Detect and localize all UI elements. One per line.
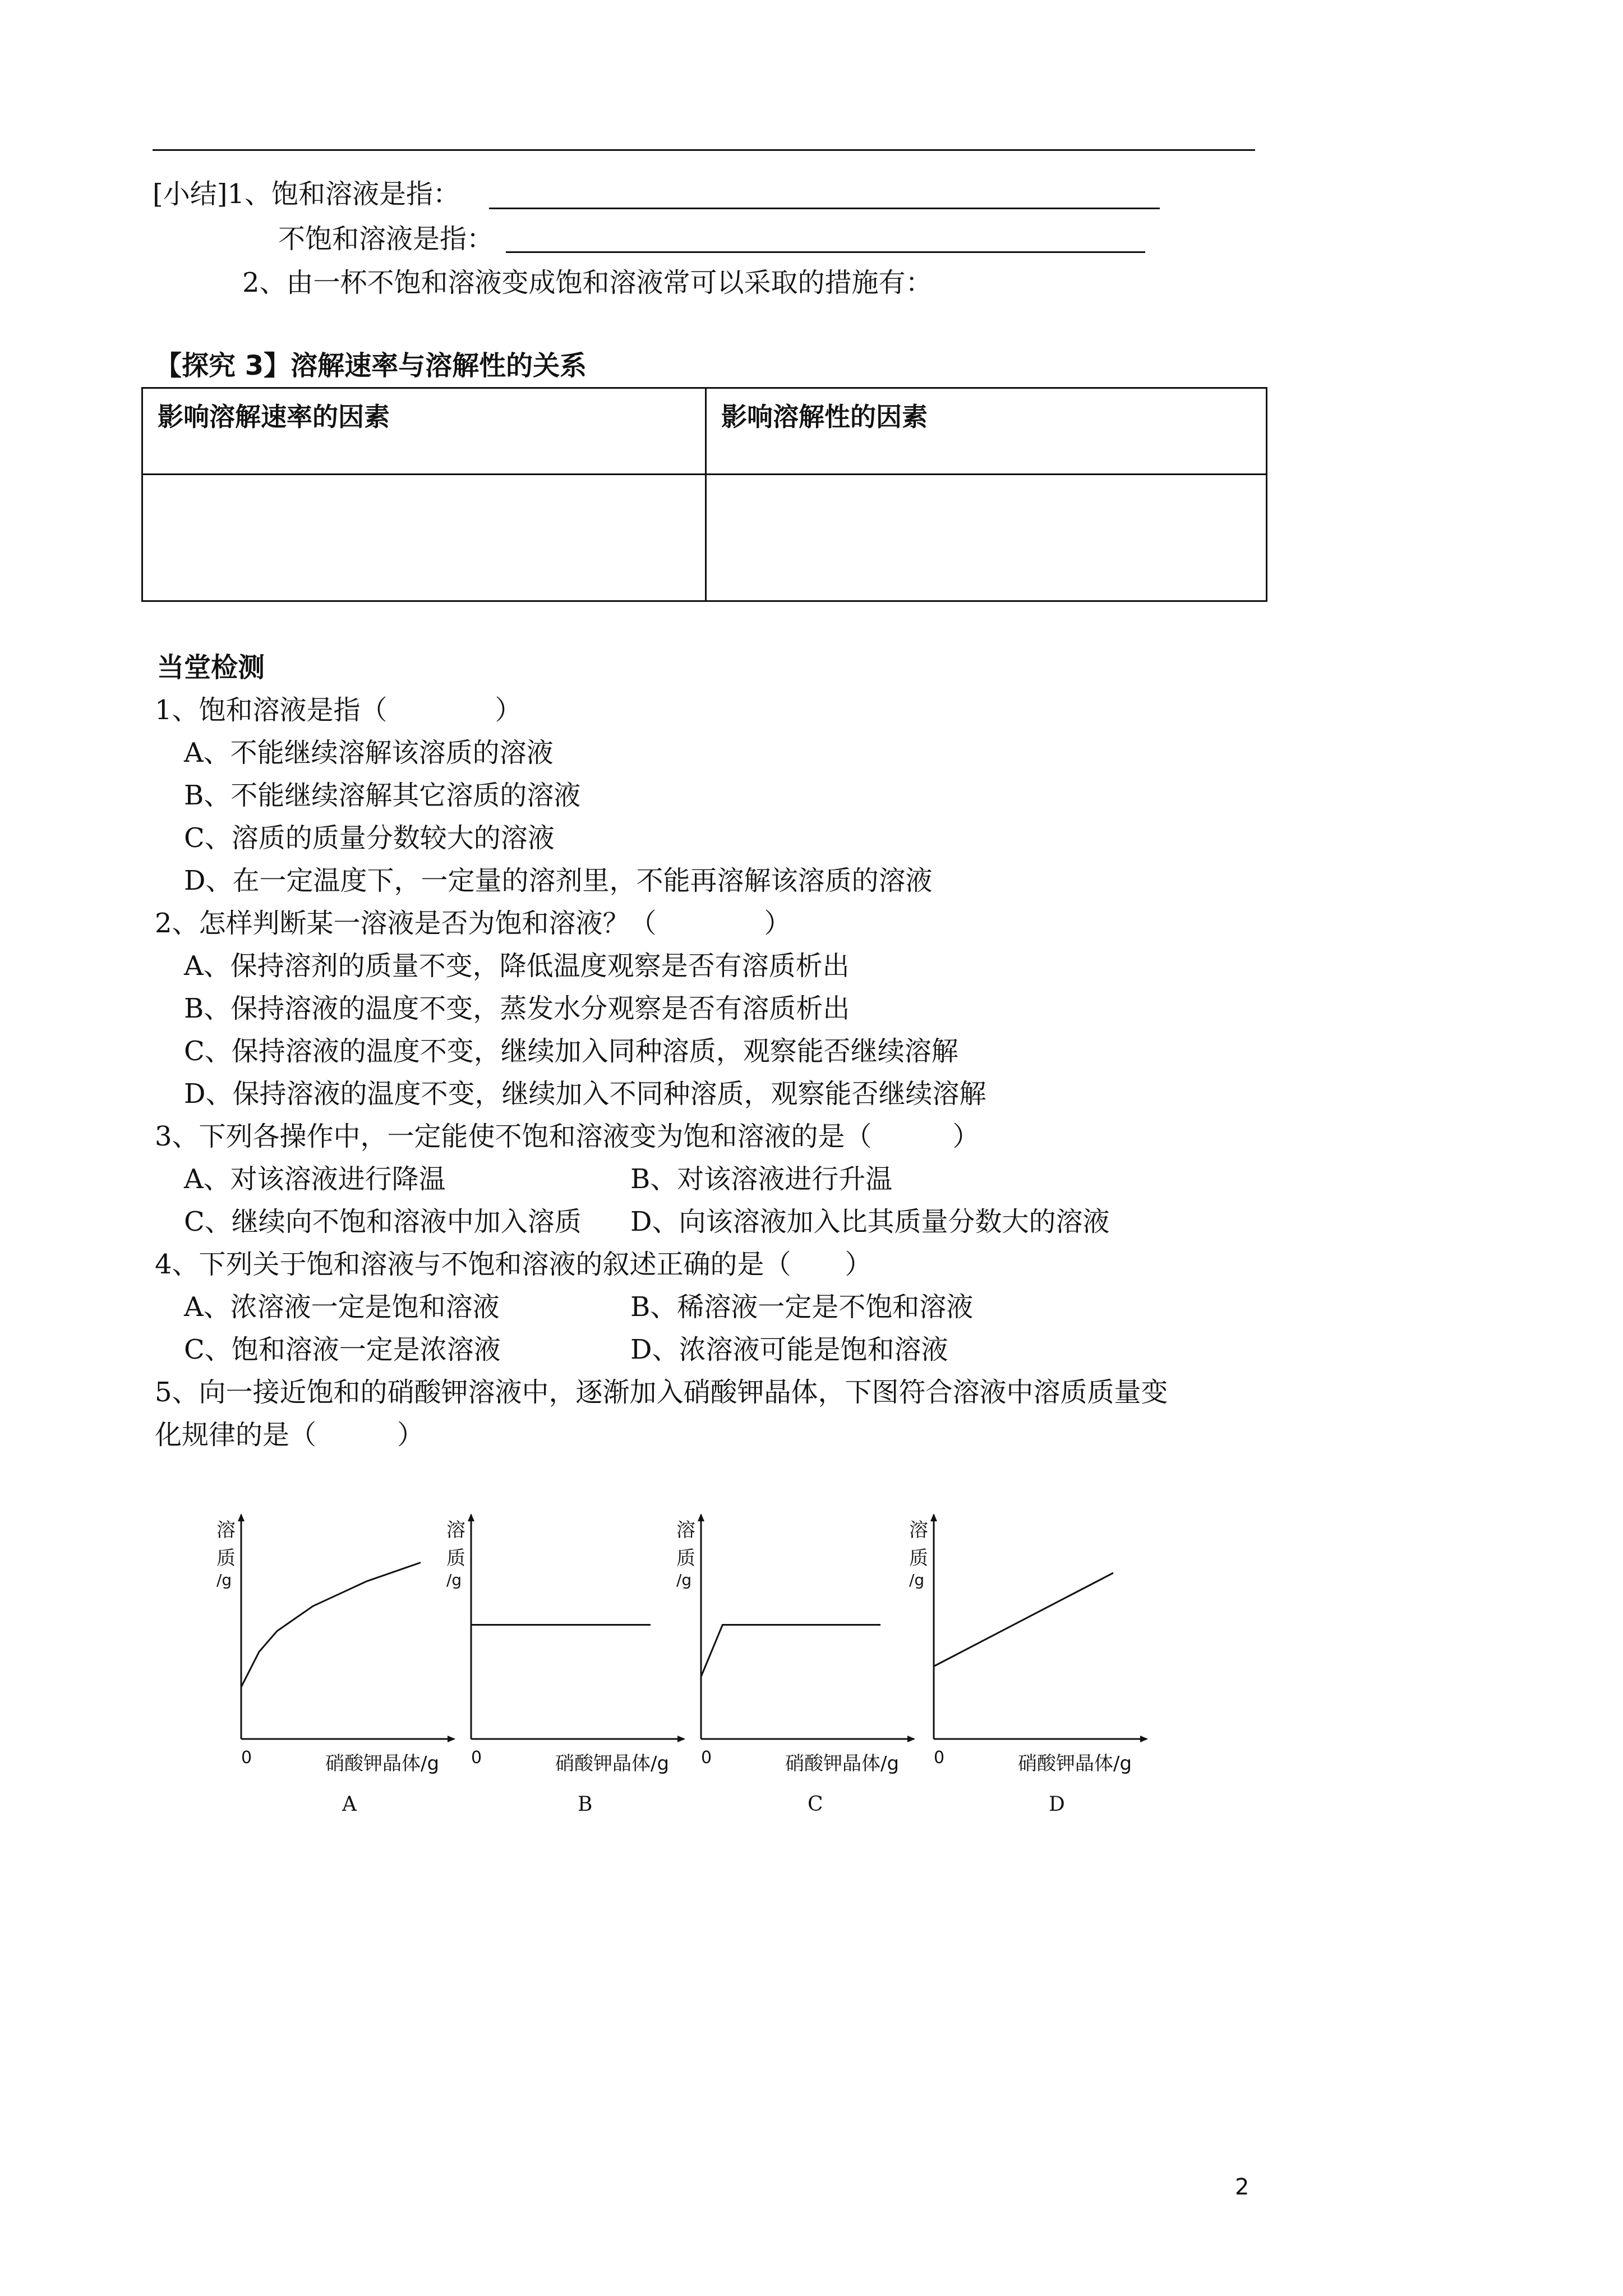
summary-line-1: [小结]1、饱和溶液是指： [153,178,460,210]
x-axis-label: 硝酸钾晶体/g [325,1752,440,1775]
q3-option-d[interactable]: D、向该溶液加入比其质量分数大的溶液 [630,1206,1110,1237]
quiz-heading: 当堂检测 [157,652,265,683]
graph-label-B: B [578,1793,593,1816]
y-label-char-2: 质 [216,1547,236,1570]
q1-option-c[interactable]: C、溶质的质量分数较大的溶液 [184,822,555,854]
graph-D [934,1515,1147,1739]
summary-line-3: 2、由一杯不饱和溶液变成饱和溶液常可以采取的措施有： [242,267,933,298]
x-axis-label: 硝酸钾晶体/g [1018,1752,1132,1775]
y-label-char-3: /g [676,1571,692,1589]
question-4: 4、下列关于饱和溶液与不饱和溶液的叙述正确的是（ ） [155,1249,872,1280]
q2-option-a[interactable]: A、保持溶剂的质量不变，降低温度观察是否有溶质析出 [184,950,850,982]
q4-option-d[interactable]: D、浓溶液可能是饱和溶液 [630,1334,948,1365]
y-label-char-1: 溶 [676,1519,695,1542]
y-label-char-3: /g [446,1571,462,1589]
summary-line-2: 不饱和溶液是指： [278,223,494,255]
table-header-rate: 影响溶解速率的因素 [142,388,706,475]
origin-label: 0 [701,1748,712,1768]
graph-label-A: A [342,1793,357,1816]
graph-label-C: C [808,1793,823,1816]
series-line-A [241,1563,421,1687]
origin-label: 0 [241,1748,252,1768]
q1-option-a[interactable]: A、不能继续溶解该溶质的溶液 [184,737,554,769]
explore-heading: 【探究 3】溶解速率与溶解性的关系 [155,350,587,381]
q2-option-c[interactable]: C、保持溶液的温度不变，继续加入同种溶质，观察能否继续溶解 [184,1036,958,1067]
q1-option-b[interactable]: B、不能继续溶解其它溶质的溶液 [184,780,581,811]
graph-C [701,1515,914,1739]
question-2: 2、怎样判断某一溶液是否为饱和溶液？（ ） [155,908,791,939]
q4-option-b[interactable]: B、稀溶液一定是不饱和溶液 [630,1291,974,1323]
graph-B [471,1515,684,1739]
question-5-line-2: 化规律的是（ ） [155,1419,425,1451]
x-axis-label: 硝酸钾晶体/g [785,1752,900,1775]
question-3: 3、下列各操作中，一定能使不饱和溶液变为饱和溶液的是（ ） [155,1121,980,1152]
y-label-char-3: /g [216,1571,232,1589]
origin-label: 0 [471,1748,482,1768]
q4-option-c[interactable]: C、饱和溶液一定是浓溶液 [184,1334,501,1365]
y-label-char-2: 质 [909,1547,928,1570]
graph-A [241,1515,454,1739]
q4-option-a[interactable]: A、浓溶液一定是饱和溶液 [184,1291,500,1323]
series-line-D [934,1573,1113,1667]
origin-label: 0 [934,1748,945,1768]
q2-option-d[interactable]: D、保持溶液的温度不变，继续加入不同种溶质，观察能否继续溶解 [184,1078,986,1110]
q3-option-c[interactable]: C、继续向不饱和溶液中加入溶质 [184,1206,582,1237]
y-label-char-1: 溶 [909,1519,928,1542]
y-label-char-2: 质 [676,1547,695,1570]
q3-option-a[interactable]: A、对该溶液进行降温 [184,1163,446,1195]
y-label-char-2: 质 [446,1547,465,1570]
y-label-char-3: /g [909,1571,925,1589]
q1-option-d[interactable]: D、在一定温度下，一定量的溶剂里，不能再溶解该溶质的溶液 [184,865,933,896]
x-axis-label: 硝酸钾晶体/g [555,1752,670,1775]
graph-label-D: D [1049,1793,1065,1816]
table-header-solubility: 影响溶解性的因素 [706,388,1267,475]
y-label-char-1: 溶 [446,1519,465,1542]
y-label-char-1: 溶 [216,1519,236,1542]
q2-option-b[interactable]: B、保持溶液的温度不变，蒸发水分观察是否有溶质析出 [184,993,850,1024]
question-5-line-1: 5、向一接近饱和的硝酸钾溶液中，逐渐加入硝酸钾晶体，下图符合溶液中溶质质量变 [155,1377,1168,1408]
page-number: 2 [1235,2174,1249,2200]
series-line-C [701,1625,880,1677]
question-1: 1、饱和溶液是指（ ） [155,694,522,726]
q3-option-b[interactable]: B、对该溶液进行升温 [630,1163,893,1195]
